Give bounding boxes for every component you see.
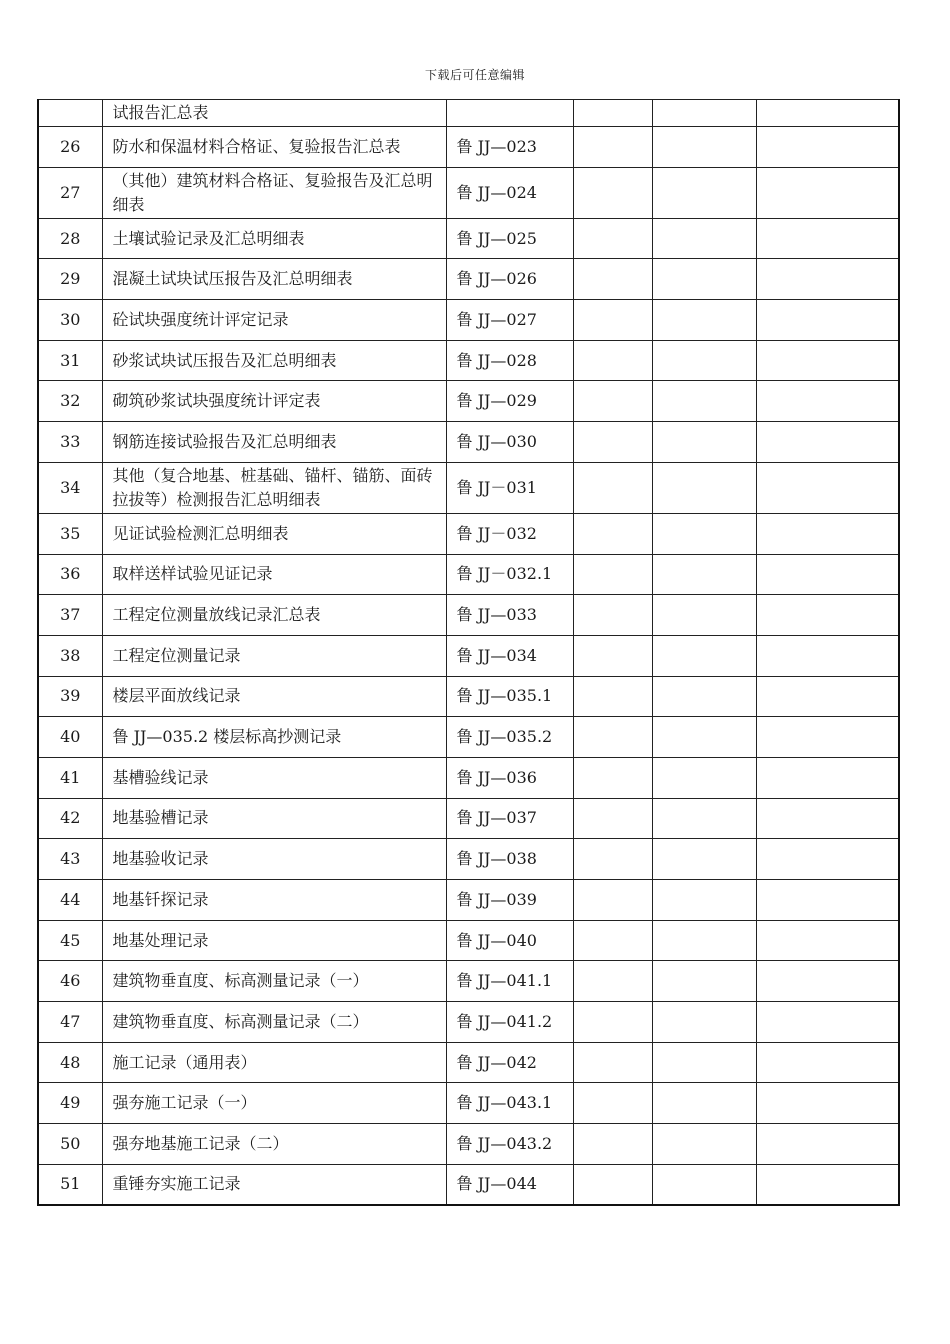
record-name: 钢筋连接试验报告及汇总明细表 [102, 422, 446, 463]
record-code: 鲁 JJ—040 [446, 920, 573, 961]
table-row [38, 880, 899, 921]
blank-cell [756, 259, 899, 300]
table-row [38, 595, 899, 636]
records-table-body [38, 100, 899, 1206]
blank-cell [652, 300, 756, 341]
blank-cell [573, 798, 652, 839]
record-name: 重锤夯实施工记录 [102, 1164, 446, 1205]
blank-cell [756, 340, 899, 381]
record-code: 鲁 JJ—036 [446, 757, 573, 798]
blank-cell [573, 635, 652, 676]
record-code: 鲁 JJ—027 [446, 300, 573, 341]
table-row [38, 554, 899, 595]
table-row [38, 218, 899, 259]
blank-cell [573, 100, 652, 127]
row-number: 26 [38, 127, 102, 168]
blank-cell [652, 920, 756, 961]
blank-cell [756, 961, 899, 1002]
row-number: 47 [38, 1002, 102, 1043]
record-name: 地基验槽记录 [102, 798, 446, 839]
blank-cell [652, 340, 756, 381]
blank-cell [573, 757, 652, 798]
blank-cell [652, 961, 756, 1002]
record-code: 鲁 JJ—023 [446, 127, 573, 168]
record-code: 鲁 JJ—041.1 [446, 961, 573, 1002]
blank-cell [573, 1042, 652, 1083]
blank-cell [652, 798, 756, 839]
blank-cell [652, 422, 756, 463]
blank-cell [756, 757, 899, 798]
record-name: 工程定位测量放线记录汇总表 [102, 595, 446, 636]
record-name: 取样送样试验见证记录 [102, 554, 446, 595]
record-name: 砌筑砂浆试块强度统计评定表 [102, 381, 446, 422]
blank-cell [652, 757, 756, 798]
blank-cell [756, 381, 899, 422]
row-number: 50 [38, 1124, 102, 1165]
row-number: 34 [38, 462, 102, 513]
record-name: 建筑物垂直度、标高测量记录（一） [102, 961, 446, 1002]
blank-cell [652, 1002, 756, 1043]
table-row [38, 798, 899, 839]
row-number: 51 [38, 1164, 102, 1205]
table-row [38, 676, 899, 717]
table-row [38, 920, 899, 961]
row-number: 27 [38, 167, 102, 218]
table-row [38, 717, 899, 758]
blank-cell [652, 1164, 756, 1205]
record-code: 鲁 JJ—041.2 [446, 1002, 573, 1043]
table-row [38, 1124, 899, 1165]
table-row [38, 635, 899, 676]
row-number: 49 [38, 1083, 102, 1124]
row-number: 31 [38, 340, 102, 381]
record-name: 建筑物垂直度、标高测量记录（二） [102, 1002, 446, 1043]
blank-cell [652, 676, 756, 717]
record-name: 地基验收记录 [102, 839, 446, 880]
table-row [38, 1002, 899, 1043]
blank-cell [652, 1042, 756, 1083]
record-code: 鲁 JJ—043.1 [446, 1083, 573, 1124]
table-row [38, 513, 899, 554]
row-number: 30 [38, 300, 102, 341]
record-name: 强夯施工记录（一） [102, 1083, 446, 1124]
blank-cell [573, 462, 652, 513]
table-row [38, 381, 899, 422]
blank-cell [652, 513, 756, 554]
blank-cell [573, 513, 652, 554]
record-code: 鲁 JJ—035.1 [446, 676, 573, 717]
blank-cell [573, 880, 652, 921]
blank-cell [756, 167, 899, 218]
blank-cell [756, 422, 899, 463]
blank-cell [756, 839, 899, 880]
record-code: 鲁 JJ—042 [446, 1042, 573, 1083]
blank-cell [756, 1124, 899, 1165]
record-code: 鲁 JJ－032 [446, 513, 573, 554]
blank-cell [652, 100, 756, 127]
record-name: 其他（复合地基、桩基础、锚杆、锚筋、面砖拉拔等）检测报告汇总明细表 [102, 462, 446, 513]
record-name: 土壤试验记录及汇总明细表 [102, 218, 446, 259]
table-row [38, 1083, 899, 1124]
blank-cell [756, 717, 899, 758]
record-code: 鲁 JJ—025 [446, 218, 573, 259]
blank-cell [573, 167, 652, 218]
blank-cell [573, 839, 652, 880]
record-code: 鲁 JJ—029 [446, 381, 573, 422]
table-row [38, 259, 899, 300]
blank-cell [573, 127, 652, 168]
row-number: 45 [38, 920, 102, 961]
blank-cell [756, 880, 899, 921]
row-number: 40 [38, 717, 102, 758]
record-code: 鲁 JJ－032.1 [446, 554, 573, 595]
row-number: 28 [38, 218, 102, 259]
blank-cell [756, 920, 899, 961]
record-name: 施工记录（通用表） [102, 1042, 446, 1083]
record-name: 工程定位测量记录 [102, 635, 446, 676]
record-code: 鲁 JJ—026 [446, 259, 573, 300]
record-code: 鲁 JJ—039 [446, 880, 573, 921]
row-number: 33 [38, 422, 102, 463]
record-code: 鲁 JJ—044 [446, 1164, 573, 1205]
blank-cell [756, 1164, 899, 1205]
record-code: 鲁 JJ－031 [446, 462, 573, 513]
table-row [38, 1164, 899, 1205]
row-number: 29 [38, 259, 102, 300]
blank-cell [573, 554, 652, 595]
blank-cell [652, 167, 756, 218]
row-number: 41 [38, 757, 102, 798]
table-row [38, 340, 899, 381]
record-name: 楼层平面放线记录 [102, 676, 446, 717]
record-code: 鲁 JJ—043.2 [446, 1124, 573, 1165]
record-name: （其他）建筑材料合格证、复验报告及汇总明细表 [102, 167, 446, 218]
blank-cell [573, 218, 652, 259]
blank-cell [756, 676, 899, 717]
row-number: 35 [38, 513, 102, 554]
blank-cell [756, 218, 899, 259]
blank-cell [573, 1124, 652, 1165]
blank-cell [756, 300, 899, 341]
blank-cell [756, 513, 899, 554]
record-name: 鲁 JJ—035.2 楼层标高抄测记录 [102, 717, 446, 758]
record-name: 砼试块强度统计评定记录 [102, 300, 446, 341]
blank-cell [573, 422, 652, 463]
blank-cell [573, 961, 652, 1002]
blank-cell [573, 1002, 652, 1043]
row-number: 44 [38, 880, 102, 921]
table-row [38, 462, 899, 513]
row-number: 32 [38, 381, 102, 422]
blank-cell [756, 595, 899, 636]
record-name: 强夯地基施工记录（二） [102, 1124, 446, 1165]
page-header: 下载后可任意编辑 [424, 68, 525, 82]
record-code: 鲁 JJ—035.2 [446, 717, 573, 758]
row-number: 46 [38, 961, 102, 1002]
table-row [38, 300, 899, 341]
blank-cell [756, 1002, 899, 1043]
row-number: 38 [38, 635, 102, 676]
blank-cell [573, 595, 652, 636]
blank-cell [756, 100, 899, 127]
record-code: 鲁 JJ—028 [446, 340, 573, 381]
record-code [446, 100, 573, 127]
record-code: 鲁 JJ—030 [446, 422, 573, 463]
blank-cell [652, 1083, 756, 1124]
blank-cell [652, 880, 756, 921]
blank-cell [573, 676, 652, 717]
record-code: 鲁 JJ—033 [446, 595, 573, 636]
blank-cell [573, 300, 652, 341]
records-table [37, 99, 900, 1206]
row-number: 48 [38, 1042, 102, 1083]
table-row-continuation [38, 100, 899, 127]
blank-cell [652, 635, 756, 676]
row-number: 42 [38, 798, 102, 839]
blank-cell [652, 1124, 756, 1165]
row-number [38, 100, 102, 127]
record-name: 混凝土试块试压报告及汇总明细表 [102, 259, 446, 300]
blank-cell [573, 381, 652, 422]
record-code: 鲁 JJ—038 [446, 839, 573, 880]
table-row [38, 757, 899, 798]
record-name: 地基处理记录 [102, 920, 446, 961]
record-name: 砂浆试块试压报告及汇总明细表 [102, 340, 446, 381]
record-code: 鲁 JJ—034 [446, 635, 573, 676]
record-name: 试报告汇总表 [102, 100, 446, 127]
blank-cell [652, 381, 756, 422]
record-name: 防水和保温材料合格证、复验报告汇总表 [102, 127, 446, 168]
blank-cell [573, 920, 652, 961]
blank-cell [573, 1083, 652, 1124]
blank-cell [573, 340, 652, 381]
row-number: 36 [38, 554, 102, 595]
blank-cell [652, 839, 756, 880]
blank-cell [573, 259, 652, 300]
row-number: 43 [38, 839, 102, 880]
row-number: 39 [38, 676, 102, 717]
blank-cell [756, 554, 899, 595]
record-code: 鲁 JJ—037 [446, 798, 573, 839]
table-row [38, 1042, 899, 1083]
blank-cell [652, 462, 756, 513]
blank-cell [652, 595, 756, 636]
table-row [38, 167, 899, 218]
record-name: 地基钎探记录 [102, 880, 446, 921]
blank-cell [652, 127, 756, 168]
blank-cell [756, 635, 899, 676]
record-name: 基槽验线记录 [102, 757, 446, 798]
table-row [38, 422, 899, 463]
blank-cell [756, 462, 899, 513]
blank-cell [756, 1083, 899, 1124]
table-row [38, 961, 899, 1002]
blank-cell [652, 554, 756, 595]
blank-cell [652, 717, 756, 758]
row-number: 37 [38, 595, 102, 636]
blank-cell [756, 798, 899, 839]
blank-cell [573, 1164, 652, 1205]
table-row [38, 839, 899, 880]
blank-cell [756, 1042, 899, 1083]
blank-cell [573, 717, 652, 758]
blank-cell [756, 127, 899, 168]
record-name: 见证试验检测汇总明细表 [102, 513, 446, 554]
record-code: 鲁 JJ—024 [446, 167, 573, 218]
blank-cell [652, 259, 756, 300]
blank-cell [652, 218, 756, 259]
table-row [38, 127, 899, 168]
